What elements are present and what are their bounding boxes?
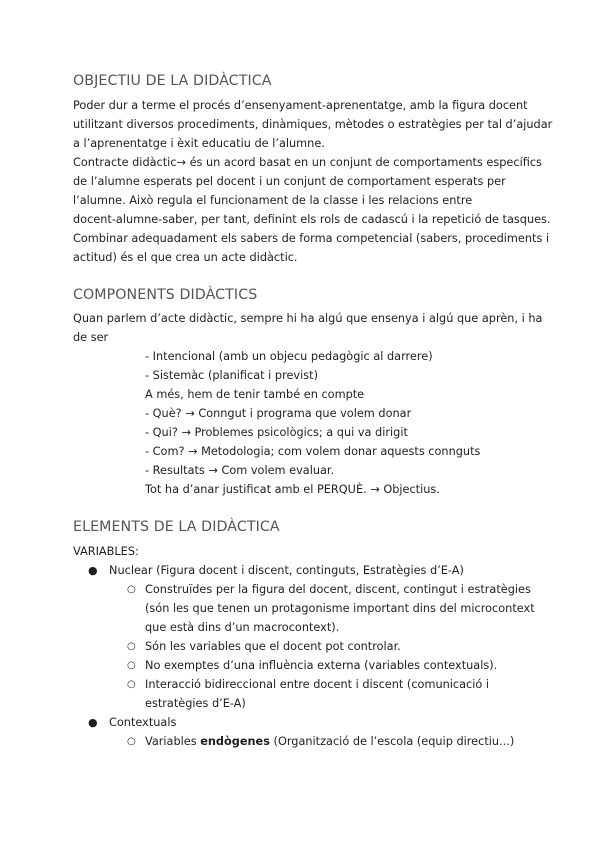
sub-bullet-line: estratègies d’E-A) — [145, 697, 246, 710]
paragraph-line: Quan parlem d’acte didàctic, sempre hi ha algú que ensenya i algú que aprèn, i ha — [73, 312, 543, 325]
indented-line: A més, hem de tenir també en compte — [145, 388, 365, 401]
section-title-components: COMPONENTS DIDÀCTICS — [73, 287, 258, 303]
paragraph-line: l’alumne. Això regula el funcionament de la classe i les relacions entre — [73, 194, 473, 207]
sub-bullet-line: Interacció bidireccional entre docent i discent (comunicació i — [145, 678, 490, 691]
sub-bullet-line: Construïdes per la figura del docent, discent, contingut i estratègies — [145, 583, 531, 596]
paragraph-line: docent-alumne-saber, per tant, definint els rols de cadascú i la repetició de tasques. — [73, 213, 551, 226]
bullet-hollow-icon: ○ — [127, 584, 136, 595]
sub-bullet-line: No exemptes d’una influència externa (variables contextuals). — [145, 659, 498, 672]
bullet-filled-icon: ● — [88, 716, 98, 729]
sub-bullet-line: que està dins d’un macrocontext). — [145, 621, 340, 634]
bullet-hollow-icon: ○ — [127, 679, 136, 690]
variables-label: VARIABLES: — [73, 545, 139, 558]
bullet-item-nuclear: Nuclear (Figura docent i discent, continguts, Estratègies d’E-A) — [109, 564, 464, 577]
dash-list-item: - Com? → Metodologia; com volem donar aquests connguts — [145, 445, 481, 458]
text-suffix: (Organització de l’escola (equip directiu...) — [269, 735, 515, 748]
dash-list-item: - Què? → Conngut i programa que volem donar — [145, 407, 412, 420]
paragraph-line: Poder dur a terme el procés d’ensenyament-aprenentatge, amb la figura docent — [73, 99, 528, 112]
dash-list-item: - Qui? → Problemes psicològics; a qui va dirigit — [145, 426, 408, 439]
paragraph-line: Combinar adequadament els sabers de forma competencial (sabers, procediments i — [73, 232, 550, 245]
dash-list-item: - Sistemàc (planificat i previst) — [145, 369, 318, 382]
bullet-filled-icon: ● — [88, 564, 98, 577]
bullet-hollow-icon: ○ — [127, 660, 136, 671]
paragraph-line: de ser — [73, 331, 109, 344]
paragraph-line: utilitzant diversos procediments, dinàmiques, mètodes o estratègies per tal d’ajudar — [73, 118, 553, 131]
dash-list-item: - Intencional (amb un objecu pedagògic al darrere) — [145, 350, 433, 363]
bullet-hollow-icon: ○ — [127, 641, 136, 652]
paragraph-line: actitud) és el que crea un acte didàctic. — [73, 251, 298, 264]
paragraph-line: de l’alumne esperats pel docent i un conjunt de comportament esperats per — [73, 175, 506, 188]
bullet-hollow-icon: ○ — [127, 736, 136, 747]
indented-line: Tot ha d’anar justificat amb el PERQUÈ. → Objectius. — [145, 483, 440, 496]
section-title-elements: ELEMENTS DE LA DIDÀCTICA — [73, 519, 280, 535]
dash-list-item: - Resultats → Com volem evaluar. — [145, 464, 335, 477]
bold-term: endògenes — [200, 735, 270, 748]
paragraph-line: Contracte didàctic→ és un acord basat en un conjunt de comportaments específics — [73, 156, 542, 169]
section-title-objectiu: OBJECTIU DE LA DIDÀCTICA — [73, 73, 272, 89]
text-prefix: Variables — [145, 735, 201, 748]
sub-bullet-line: (són les que tenen un protagonisme important dins del microcontext — [145, 602, 535, 615]
sub-bullet-line-endogenes — [145, 735, 514, 749]
bullet-item-contextuals: Contextuals — [109, 716, 177, 729]
sub-bullet-line: Són les variables que el docent pot controlar. — [145, 640, 401, 653]
paragraph-line: a l’aprenentatge i èxit educatiu de l’alumne. — [73, 137, 325, 150]
